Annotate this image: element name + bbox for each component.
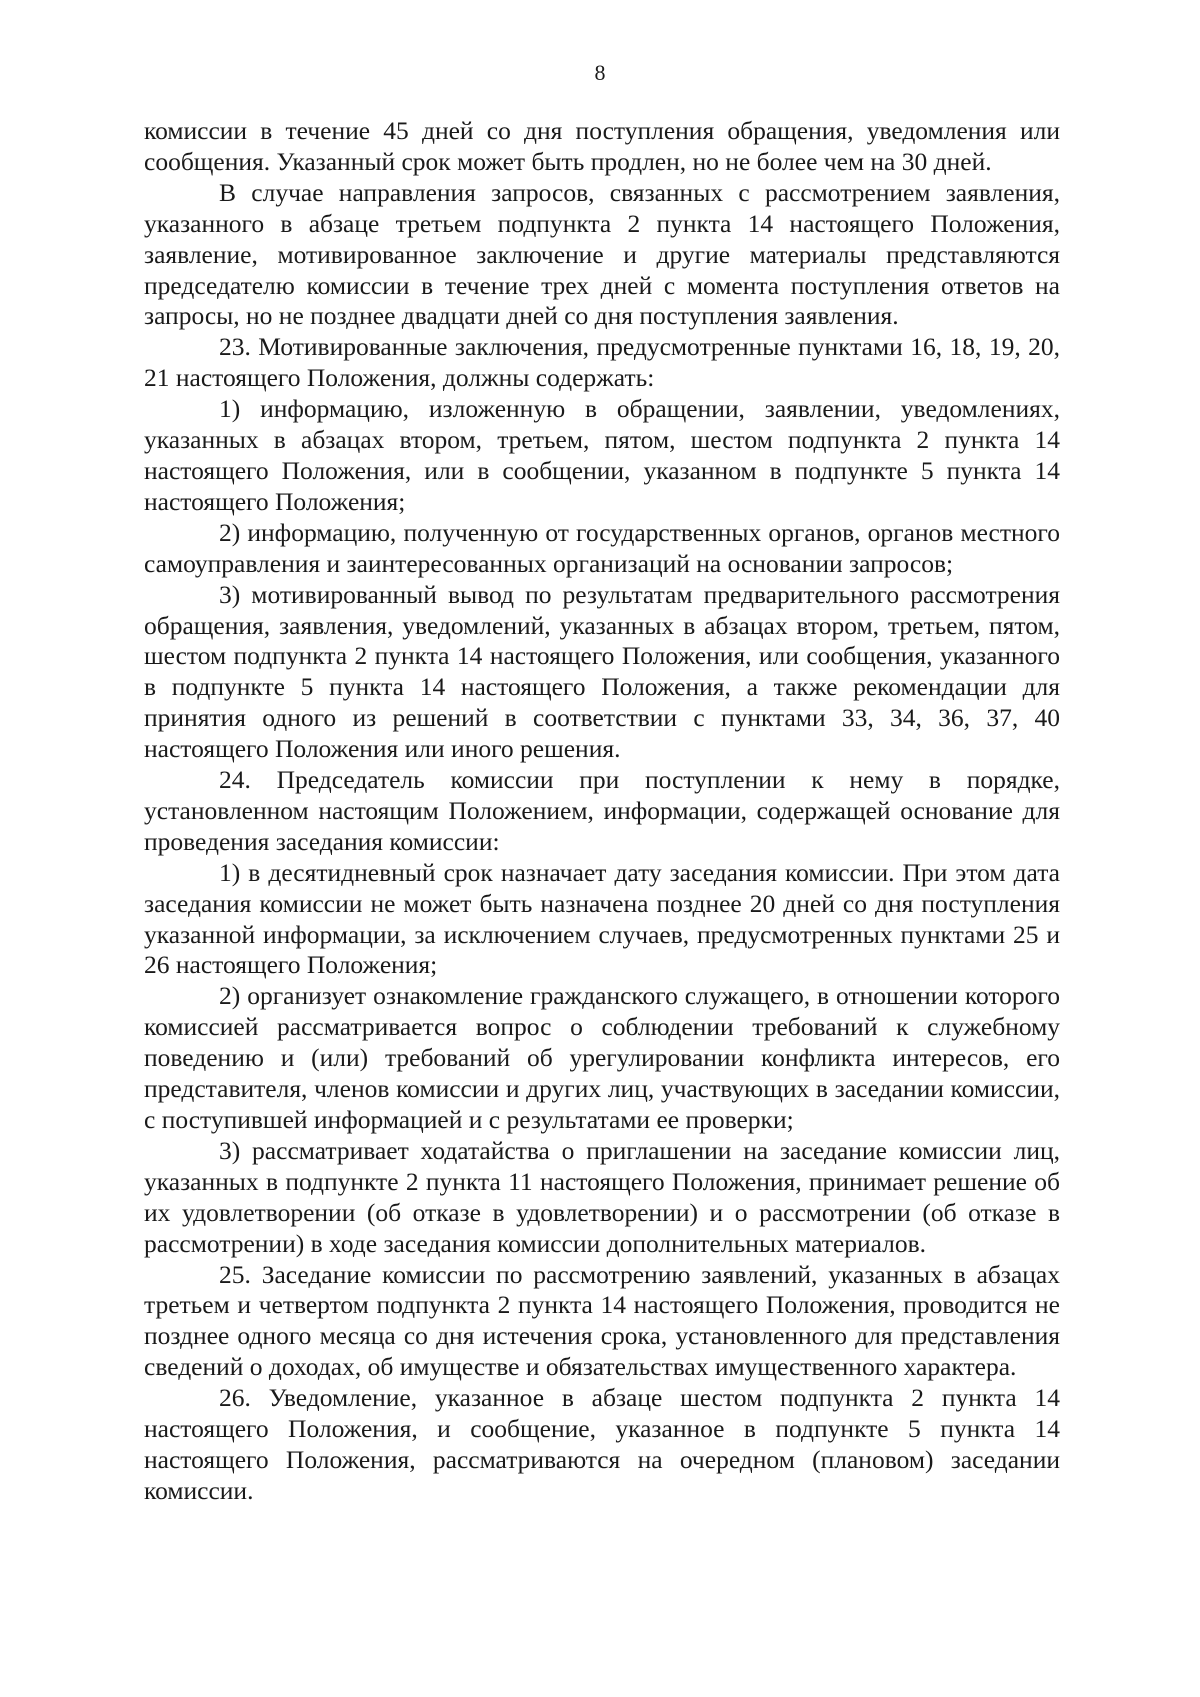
page-number: 8 [594, 60, 606, 85]
paragraph-item-24-2: 2) организует ознакомление гражданского служащего, в отношении которого комиссией рассматривается вопрос о соблюдении требований к служебному поведению и (или) требований об урегулировании конфликта интересов, его представителя, членов комиссии и других лиц, участвующих в заседании комиссии, с поступившей информацией и с результатами ее проверки; [144, 981, 1060, 1134]
paragraph-item-24-3: 3) рассматривает ходатайства о приглашении на заседание комиссии лиц, указанных в подпункте 2 пункта 11 настоящего Положения, принимает решение об их удовлетворении (об отказе в удовлетворении) и о рассмотрении (об отказе в рассмотрении) в ходе заседания комиссии дополнительных материалов. [144, 1135, 1060, 1258]
paragraph-item-24: 24. Председатель комиссии при поступлении к нему в порядке, установленном настоящим Положением, информации, содержащей основание для проведения заседания комиссии: [144, 765, 1060, 856]
paragraph-item-24-1: 1) в десятидневный срок назначает дату заседания комиссии. При этом дата заседания комиссии не может быть назначена позднее 20 дней со дня поступления указанной информации, за исключением случаев, предусмотренных пунктами 25 и 26 настоящего Положения; [144, 857, 1060, 980]
paragraph-item-26: 26. Уведомление, указанное в абзаце шестом подпункта 2 пункта 14 настоящего Положения, и сообщение, указанное в подпункте 5 пункта 14 настоящего Положения, рассматриваются на очередном (плановом) заседании комиссии. [144, 1383, 1060, 1505]
paragraph-item-23-1: 1) информацию, изложенную в обращении, заявлении, уведомлениях, указанных в абзацах втором, третьем, пятом, шестом подпункта 2 пункта 14 настоящего Положения, или в сообщении, указанном в подпункте 5 пункта 14 настоящего Положения; [144, 394, 1060, 516]
paragraph-item-25: 25. Заседание комиссии по рассмотрению заявлений, указанных в абзацах третьем и четвертом подпункта 2 пункта 14 настоящего Положения, проводится не позднее одного месяца со дня истечения срока, установленного для представления сведений о доходах, об имуществе и обязательствах имущественного характера. [144, 1259, 1060, 1382]
document-body [144, 116, 1060, 1507]
paragraph-continuation: комиссии в течение 45 дней со дня поступления обращения, уведомления или сообщения. Указанный срок может быть продлен, но не более чем на 30 дней. [144, 116, 1060, 176]
paragraph-item-23-3: 3) мотивированный вывод по результатам предварительного рассмотрения обращения, заявления, уведомлений, указанных в абзацах втором, третьем, пятом, шестом подпункта 2 пункта 14 настоящего Положения, или сообщения, указанного в подпункте 5 пункта 14 настоящего Положения, а также рекомендации для принятия одного из решений в соответствии с пунктами 33, 34, 36, 37, 40 настоящего Положения или иного решения. [144, 579, 1060, 764]
paragraph-requests-deadline: В случае направления запросов, связанных с рассмотрением заявления, указанного в абзаце третьем подпункта 2 пункта 14 настоящего Положения, заявление, мотивированное заключение и другие материалы представляются председателю комиссии в течение трех дней с момента поступления ответов на запросы, но не позднее двадцати дней со дня поступления заявления. [144, 177, 1060, 331]
paragraph-item-23: 23. Мотивированные заключения, предусмотренные пунктами 16, 18, 19, 20, 21 настоящего Положения, должны содержать: [144, 332, 1060, 393]
paragraph-item-23-2: 2) информацию, полученную от государственных органов, органов местного самоуправления и заинтересованных организаций на основании запросов; [144, 517, 1060, 578]
